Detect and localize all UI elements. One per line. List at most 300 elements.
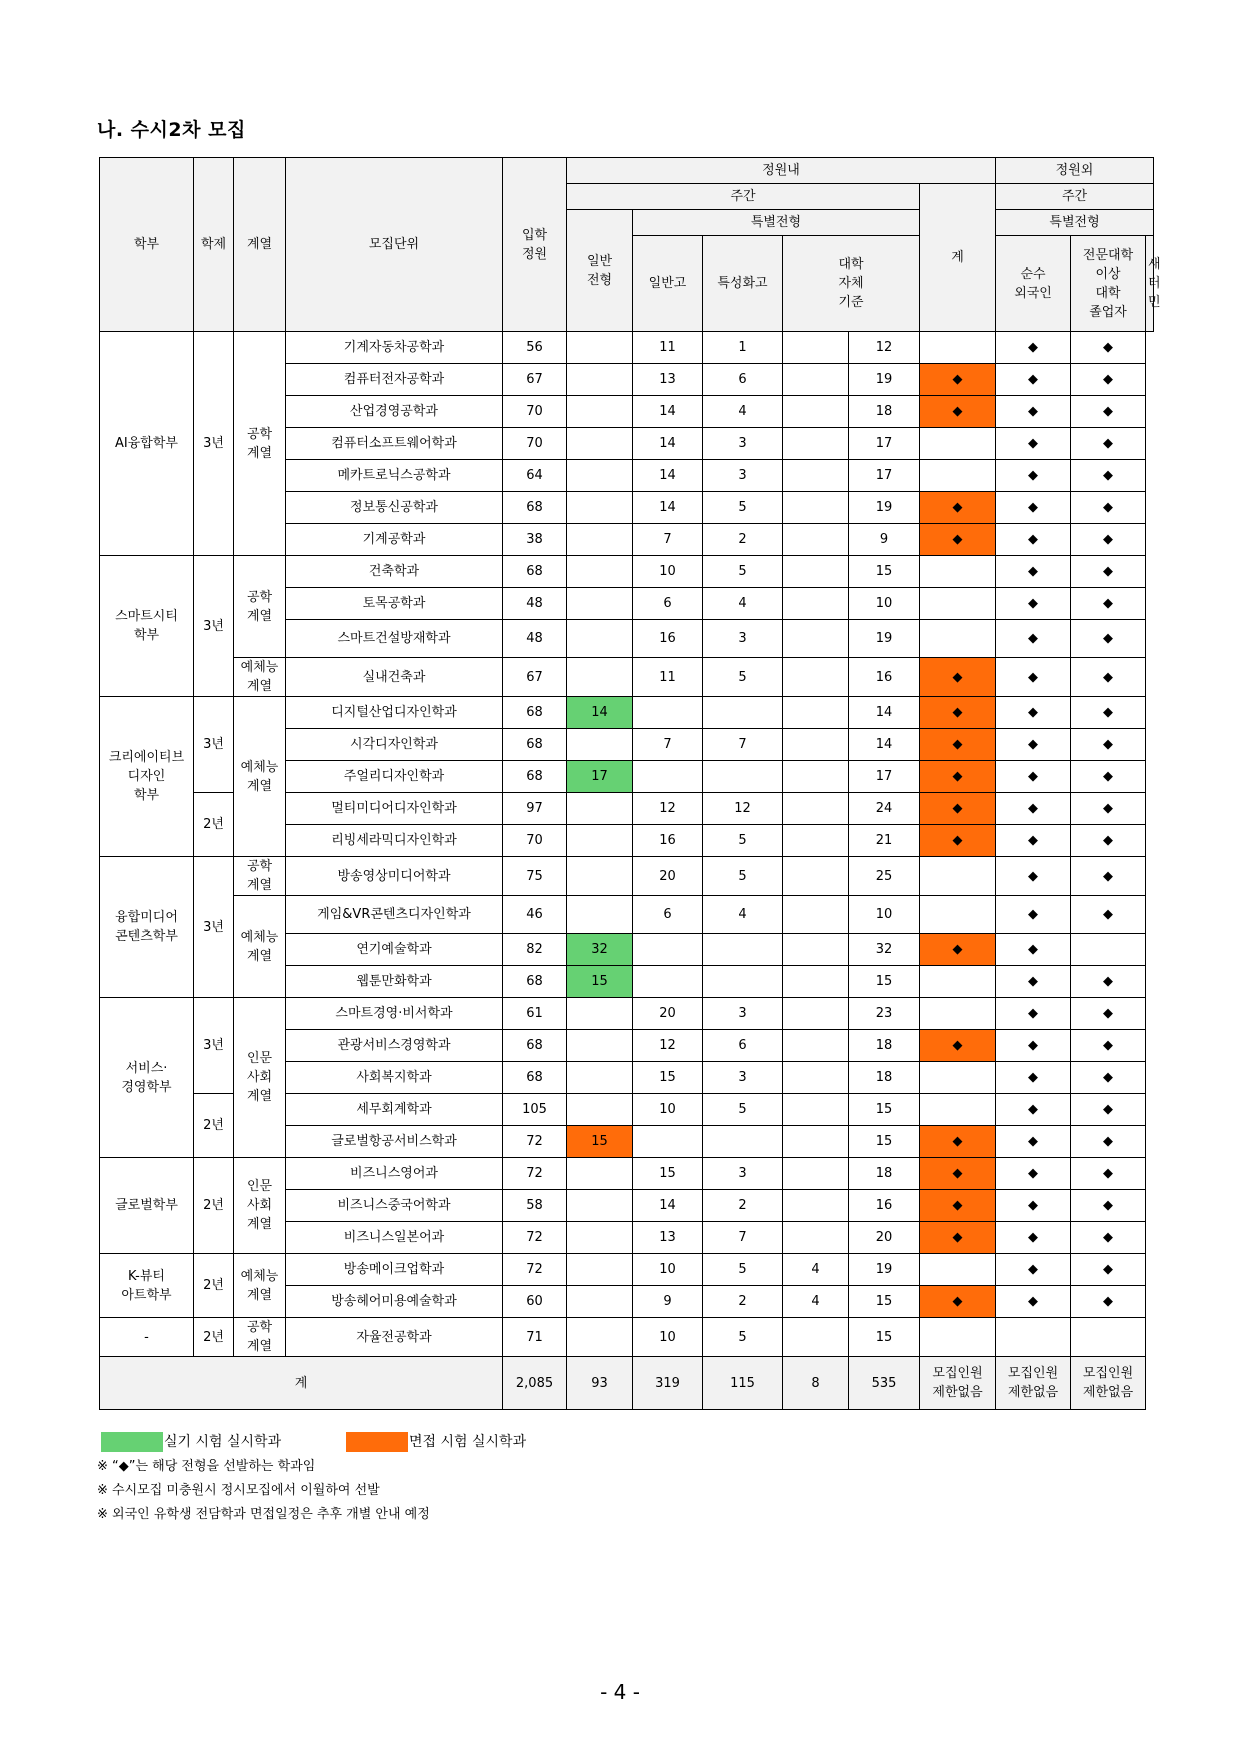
series-cell: 공학 계열 — [234, 857, 286, 896]
univ-own-cell — [783, 556, 849, 588]
specialized-high-cell: 3 — [703, 998, 783, 1030]
general-high-cell: 14 — [633, 460, 703, 492]
unit-cell: 주얼리디자인학과 — [286, 761, 503, 793]
table-row — [100, 998, 1154, 1030]
summary-quota: 2,085 — [503, 1357, 567, 1410]
specialized-high-cell: 4 — [703, 896, 783, 934]
unit-cell: 방송영상미디어학과 — [286, 857, 503, 896]
general-high-cell: 12 — [633, 1030, 703, 1062]
quota-cell: 82 — [503, 934, 567, 966]
general-cell: 15 — [567, 1126, 633, 1158]
general-high-cell: 13 — [633, 364, 703, 396]
unit-cell: 디지털산업디자인학과 — [286, 697, 503, 729]
total-cell: 15 — [849, 1318, 920, 1357]
summary-defector: 모집인원 제한없음 — [1071, 1357, 1146, 1410]
univ-own-cell: 4 — [783, 1254, 849, 1286]
defector-cell: ◆ — [1071, 620, 1146, 658]
defector-cell: ◆ — [1071, 556, 1146, 588]
univ-own-cell: 4 — [783, 1286, 849, 1318]
header-total: 계 — [920, 184, 996, 332]
univ-own-cell — [783, 1030, 849, 1062]
series-cell: 공학 계열 — [234, 332, 286, 556]
general-cell — [567, 460, 633, 492]
quota-cell: 70 — [503, 428, 567, 460]
summary-specialized-high: 115 — [703, 1357, 783, 1410]
foreigner-cell: ◆ — [920, 761, 996, 793]
univ-own-cell — [783, 428, 849, 460]
series-cell: 공학 계열 — [234, 1318, 286, 1357]
defector-cell: ◆ — [1071, 857, 1146, 896]
total-cell: 15 — [849, 1126, 920, 1158]
header-out-quota: 정원외 — [996, 158, 1154, 184]
total-cell: 15 — [849, 1286, 920, 1318]
defector-cell: ◆ — [1071, 1126, 1146, 1158]
univ-own-cell — [783, 857, 849, 896]
defector-cell: ◆ — [1071, 1094, 1146, 1126]
univ-own-cell — [783, 934, 849, 966]
foreigner-cell: ◆ — [920, 1158, 996, 1190]
unit-cell: 게임&VR콘텐츠디자인학과 — [286, 896, 503, 934]
total-cell: 15 — [849, 556, 920, 588]
unit-cell: 컴퓨터소프트웨어학과 — [286, 428, 503, 460]
general-cell — [567, 1286, 633, 1318]
univ-own-cell — [783, 1126, 849, 1158]
total-cell: 10 — [849, 588, 920, 620]
univ-own-cell — [783, 729, 849, 761]
total-cell: 9 — [849, 524, 920, 556]
specialized-high-cell: 12 — [703, 793, 783, 825]
general-high-cell: 11 — [633, 332, 703, 364]
general-high-cell — [633, 761, 703, 793]
summary-general: 93 — [567, 1357, 633, 1410]
table-row — [100, 896, 1154, 934]
quota-cell: 68 — [503, 492, 567, 524]
general-cell — [567, 1062, 633, 1094]
foreigner-cell: ◆ — [920, 793, 996, 825]
unit-cell: 메카트로닉스공학과 — [286, 460, 503, 492]
college-grad-cell: ◆ — [996, 1030, 1071, 1062]
general-cell: 17 — [567, 761, 633, 793]
total-cell: 15 — [849, 1094, 920, 1126]
general-high-cell: 16 — [633, 825, 703, 857]
total-cell: 18 — [849, 1062, 920, 1094]
general-high-cell: 10 — [633, 1318, 703, 1357]
total-cell: 16 — [849, 658, 920, 697]
general-cell — [567, 556, 633, 588]
quota-cell: 67 — [503, 658, 567, 697]
foreigner-cell: ◆ — [920, 1030, 996, 1062]
unit-cell: 스마트건설방재학과 — [286, 620, 503, 658]
quota-cell: 61 — [503, 998, 567, 1030]
specialized-high-cell: 2 — [703, 1286, 783, 1318]
years-cell: 2년 — [194, 793, 234, 857]
univ-own-cell — [783, 1158, 849, 1190]
unit-cell: 정보통신공학과 — [286, 492, 503, 524]
unit-cell: 기계공학과 — [286, 524, 503, 556]
unit-cell: 건축학과 — [286, 556, 503, 588]
general-cell — [567, 857, 633, 896]
defector-cell: ◆ — [1071, 697, 1146, 729]
univ-own-cell — [783, 524, 849, 556]
years-cell: 3년 — [194, 556, 234, 697]
general-high-cell: 15 — [633, 1062, 703, 1094]
specialized-high-cell: 3 — [703, 460, 783, 492]
header-special: 특별전형 — [633, 210, 920, 236]
table-row — [100, 556, 1154, 588]
legend-practical-swatch — [101, 1432, 163, 1452]
college-grad-cell: ◆ — [996, 729, 1071, 761]
total-cell: 18 — [849, 396, 920, 428]
general-high-cell — [633, 934, 703, 966]
specialized-high-cell: 3 — [703, 620, 783, 658]
college-grad-cell: ◆ — [996, 793, 1071, 825]
header-specialized-high: 특성화고 — [703, 236, 783, 332]
specialized-high-cell: 3 — [703, 1158, 783, 1190]
specialized-high-cell: 1 — [703, 332, 783, 364]
unit-cell: 글로벌항공서비스학과 — [286, 1126, 503, 1158]
quota-cell: 38 — [503, 524, 567, 556]
series-cell: 예체능 계열 — [234, 697, 286, 857]
total-cell: 15 — [849, 966, 920, 998]
quota-cell: 68 — [503, 966, 567, 998]
unit-cell: 실내건축과 — [286, 658, 503, 697]
college-grad-cell: ◆ — [996, 998, 1071, 1030]
header-quota: 입학 정원 — [503, 158, 567, 332]
defector-cell: ◆ — [1071, 588, 1146, 620]
specialized-high-cell: 5 — [703, 492, 783, 524]
foreigner-cell: ◆ — [920, 1126, 996, 1158]
specialized-high-cell: 6 — [703, 364, 783, 396]
foreigner-cell — [920, 588, 996, 620]
total-cell: 18 — [849, 1030, 920, 1062]
general-cell — [567, 1158, 633, 1190]
foreigner-cell — [920, 857, 996, 896]
series-cell: 예체능 계열 — [234, 658, 286, 697]
defector-cell: ◆ — [1071, 793, 1146, 825]
total-cell: 10 — [849, 896, 920, 934]
general-cell — [567, 364, 633, 396]
total-cell: 16 — [849, 1190, 920, 1222]
defector-cell: ◆ — [1071, 896, 1146, 934]
specialized-high-cell: 5 — [703, 1094, 783, 1126]
general-cell — [567, 524, 633, 556]
quota-cell: 71 — [503, 1318, 567, 1357]
years-cell: 2년 — [194, 1318, 234, 1357]
univ-own-cell — [783, 1190, 849, 1222]
college-grad-cell: ◆ — [996, 620, 1071, 658]
summary-college-grad: 모집인원 제한없음 — [996, 1357, 1071, 1410]
defector-cell: ◆ — [1071, 1222, 1146, 1254]
defector-cell: ◆ — [1071, 1158, 1146, 1190]
quota-cell: 105 — [503, 1094, 567, 1126]
college-grad-cell: ◆ — [996, 1286, 1071, 1318]
general-cell — [567, 998, 633, 1030]
total-cell: 19 — [849, 620, 920, 658]
foreigner-cell: ◆ — [920, 1222, 996, 1254]
college-grad-cell: ◆ — [996, 697, 1071, 729]
header-defector: 새터민 — [1146, 236, 1154, 332]
general-high-cell: 10 — [633, 1094, 703, 1126]
page-heading: 나. 수시2차 모집 — [97, 119, 246, 141]
specialized-high-cell: 4 — [703, 588, 783, 620]
univ-own-cell — [783, 697, 849, 729]
general-high-cell: 14 — [633, 428, 703, 460]
foreigner-cell — [920, 1318, 996, 1357]
quota-cell: 97 — [503, 793, 567, 825]
specialized-high-cell: 5 — [703, 1254, 783, 1286]
specialized-high-cell: 3 — [703, 1062, 783, 1094]
table-row — [100, 857, 1154, 896]
univ-own-cell — [783, 658, 849, 697]
general-cell — [567, 793, 633, 825]
quota-cell: 72 — [503, 1222, 567, 1254]
college-grad-cell: ◆ — [996, 966, 1071, 998]
foreigner-cell — [920, 556, 996, 588]
series-cell: 예체능 계열 — [234, 1254, 286, 1318]
quota-cell: 48 — [503, 620, 567, 658]
unit-cell: 자율전공학과 — [286, 1318, 503, 1357]
quota-cell: 64 — [503, 460, 567, 492]
quota-cell: 46 — [503, 896, 567, 934]
specialized-high-cell — [703, 934, 783, 966]
general-high-cell: 14 — [633, 396, 703, 428]
unit-cell: 방송메이크업학과 — [286, 1254, 503, 1286]
quota-cell: 70 — [503, 396, 567, 428]
unit-cell: 멀티미디어디자인학과 — [286, 793, 503, 825]
quota-cell: 68 — [503, 1030, 567, 1062]
univ-own-cell — [783, 588, 849, 620]
foreigner-cell — [920, 896, 996, 934]
specialized-high-cell — [703, 761, 783, 793]
general-cell — [567, 396, 633, 428]
unit-cell: 컴퓨터전자공학과 — [286, 364, 503, 396]
general-high-cell: 20 — [633, 998, 703, 1030]
unit-cell: 연기예술학과 — [286, 934, 503, 966]
quota-cell: 56 — [503, 332, 567, 364]
foreigner-cell: ◆ — [920, 825, 996, 857]
foreigner-cell: ◆ — [920, 396, 996, 428]
foreigner-cell: ◆ — [920, 492, 996, 524]
general-cell — [567, 1030, 633, 1062]
general-high-cell: 10 — [633, 556, 703, 588]
college-grad-cell: ◆ — [996, 896, 1071, 934]
series-cell: 인문 사회 계열 — [234, 998, 286, 1158]
header-series: 계열 — [234, 158, 286, 332]
defector-cell: ◆ — [1071, 966, 1146, 998]
defector-cell: ◆ — [1071, 729, 1146, 761]
summary-general-high: 319 — [633, 1357, 703, 1410]
defector-cell: ◆ — [1071, 761, 1146, 793]
general-cell — [567, 1254, 633, 1286]
unit-cell: 토목공학과 — [286, 588, 503, 620]
univ-own-cell — [783, 825, 849, 857]
note-2: ※ 수시모집 미충원시 정시모집에서 이월하여 선발 — [97, 1483, 380, 1498]
general-cell — [567, 620, 633, 658]
univ-own-cell — [783, 1094, 849, 1126]
note-3: ※ 외국인 유학생 전담학과 면접일정은 추후 개별 안내 예정 — [97, 1507, 430, 1522]
division-cell: 스마트시티 학부 — [100, 556, 194, 697]
total-cell: 25 — [849, 857, 920, 896]
unit-cell: 세무회계학과 — [286, 1094, 503, 1126]
foreigner-cell — [920, 460, 996, 492]
univ-own-cell — [783, 1062, 849, 1094]
college-grad-cell: ◆ — [996, 428, 1071, 460]
college-grad-cell: ◆ — [996, 1222, 1071, 1254]
general-cell — [567, 1222, 633, 1254]
univ-own-cell — [783, 1222, 849, 1254]
unit-cell: 사회복지학과 — [286, 1062, 503, 1094]
unit-cell: 산업경영공학과 — [286, 396, 503, 428]
quota-cell: 72 — [503, 1126, 567, 1158]
years-cell: 3년 — [194, 332, 234, 556]
univ-own-cell — [783, 460, 849, 492]
foreigner-cell — [920, 1254, 996, 1286]
specialized-high-cell: 5 — [703, 658, 783, 697]
univ-own-cell — [783, 364, 849, 396]
general-high-cell: 9 — [633, 1286, 703, 1318]
summary-univ-own: 8 — [783, 1357, 849, 1410]
quota-cell: 48 — [503, 588, 567, 620]
general-high-cell: 11 — [633, 658, 703, 697]
general-high-cell: 16 — [633, 620, 703, 658]
total-cell: 14 — [849, 697, 920, 729]
general-high-cell: 14 — [633, 1190, 703, 1222]
general-cell — [567, 896, 633, 934]
foreigner-cell — [920, 1094, 996, 1126]
total-cell: 17 — [849, 428, 920, 460]
summary-row — [100, 1357, 1154, 1410]
defector-cell: ◆ — [1071, 428, 1146, 460]
defector-cell: ◆ — [1071, 658, 1146, 697]
division-cell: 융합미디어 콘텐츠학부 — [100, 857, 194, 998]
defector-cell — [1071, 934, 1146, 966]
header-years: 학제 — [194, 158, 234, 332]
univ-own-cell — [783, 896, 849, 934]
total-cell: 14 — [849, 729, 920, 761]
series-cell: 예체능 계열 — [234, 896, 286, 998]
foreigner-cell — [920, 620, 996, 658]
note-1: ※ “◆”는 해당 전형을 선발하는 학과임 — [97, 1459, 316, 1474]
quota-cell: 67 — [503, 364, 567, 396]
foreigner-cell: ◆ — [920, 364, 996, 396]
general-high-cell: 6 — [633, 588, 703, 620]
univ-own-cell — [783, 620, 849, 658]
univ-own-cell — [783, 793, 849, 825]
general-high-cell: 13 — [633, 1222, 703, 1254]
foreigner-cell: ◆ — [920, 1286, 996, 1318]
table-row — [100, 697, 1154, 729]
college-grad-cell: ◆ — [996, 825, 1071, 857]
specialized-high-cell: 6 — [703, 1030, 783, 1062]
quota-cell: 68 — [503, 761, 567, 793]
specialized-high-cell: 7 — [703, 1222, 783, 1254]
general-high-cell — [633, 966, 703, 998]
total-cell: 19 — [849, 492, 920, 524]
college-grad-cell: ◆ — [996, 396, 1071, 428]
unit-cell: 비즈니스중국어학과 — [286, 1190, 503, 1222]
unit-cell: 비즈니스영어과 — [286, 1158, 503, 1190]
general-cell: 15 — [567, 966, 633, 998]
college-grad-cell: ◆ — [996, 556, 1071, 588]
total-cell: 17 — [849, 761, 920, 793]
foreigner-cell: ◆ — [920, 934, 996, 966]
header-general: 일반 전형 — [567, 210, 633, 332]
defector-cell: ◆ — [1071, 1062, 1146, 1094]
specialized-high-cell: 7 — [703, 729, 783, 761]
series-cell: 공학 계열 — [234, 556, 286, 658]
specialized-high-cell: 2 — [703, 1190, 783, 1222]
univ-own-cell — [783, 396, 849, 428]
summary-label: 계 — [100, 1357, 503, 1410]
series-cell: 인문 사회 계열 — [234, 1158, 286, 1254]
unit-cell: 기계자동차공학과 — [286, 332, 503, 364]
specialized-high-cell — [703, 697, 783, 729]
table-row — [100, 1158, 1154, 1190]
general-cell — [567, 1094, 633, 1126]
total-cell: 23 — [849, 998, 920, 1030]
college-grad-cell: ◆ — [996, 460, 1071, 492]
total-cell: 17 — [849, 460, 920, 492]
total-cell: 18 — [849, 1158, 920, 1190]
general-cell: 32 — [567, 934, 633, 966]
foreigner-cell: ◆ — [920, 729, 996, 761]
quota-cell: 68 — [503, 556, 567, 588]
general-cell — [567, 588, 633, 620]
legend-interview-label: 면접 시험 실시학과 — [409, 1434, 527, 1450]
univ-own-cell — [783, 998, 849, 1030]
college-grad-cell: ◆ — [996, 524, 1071, 556]
division-cell: - — [100, 1318, 194, 1357]
header-daytime-out: 주간 — [996, 184, 1154, 210]
general-high-cell: 10 — [633, 1254, 703, 1286]
foreigner-cell — [920, 428, 996, 460]
college-grad-cell: ◆ — [996, 934, 1071, 966]
header-division: 학부 — [100, 158, 194, 332]
header-special-out: 특별전형 — [996, 210, 1154, 236]
unit-cell: 시각디자인학과 — [286, 729, 503, 761]
specialized-high-cell: 5 — [703, 1318, 783, 1357]
general-cell: 14 — [567, 697, 633, 729]
quota-cell: 68 — [503, 697, 567, 729]
unit-cell: 방송헤어미용예술학과 — [286, 1286, 503, 1318]
legend-interview-swatch — [346, 1432, 408, 1452]
general-cell — [567, 729, 633, 761]
defector-cell — [1071, 1318, 1146, 1357]
foreigner-cell: ◆ — [920, 524, 996, 556]
total-cell: 19 — [849, 1254, 920, 1286]
college-grad-cell: ◆ — [996, 1190, 1071, 1222]
specialized-high-cell: 5 — [703, 556, 783, 588]
admission-table — [99, 157, 1161, 1410]
univ-own-cell — [783, 966, 849, 998]
college-grad-cell: ◆ — [996, 1094, 1071, 1126]
defector-cell: ◆ — [1071, 1030, 1146, 1062]
general-cell — [567, 825, 633, 857]
univ-own-cell — [783, 332, 849, 364]
defector-cell: ◆ — [1071, 492, 1146, 524]
foreigner-cell — [920, 966, 996, 998]
quota-cell: 72 — [503, 1254, 567, 1286]
defector-cell: ◆ — [1071, 524, 1146, 556]
specialized-high-cell: 2 — [703, 524, 783, 556]
foreigner-cell: ◆ — [920, 658, 996, 697]
years-cell: 3년 — [194, 998, 234, 1094]
quota-cell: 75 — [503, 857, 567, 896]
header-univ-own: 대학 자체 기준 — [783, 236, 920, 332]
general-cell — [567, 428, 633, 460]
college-grad-cell: ◆ — [996, 364, 1071, 396]
general-cell — [567, 492, 633, 524]
